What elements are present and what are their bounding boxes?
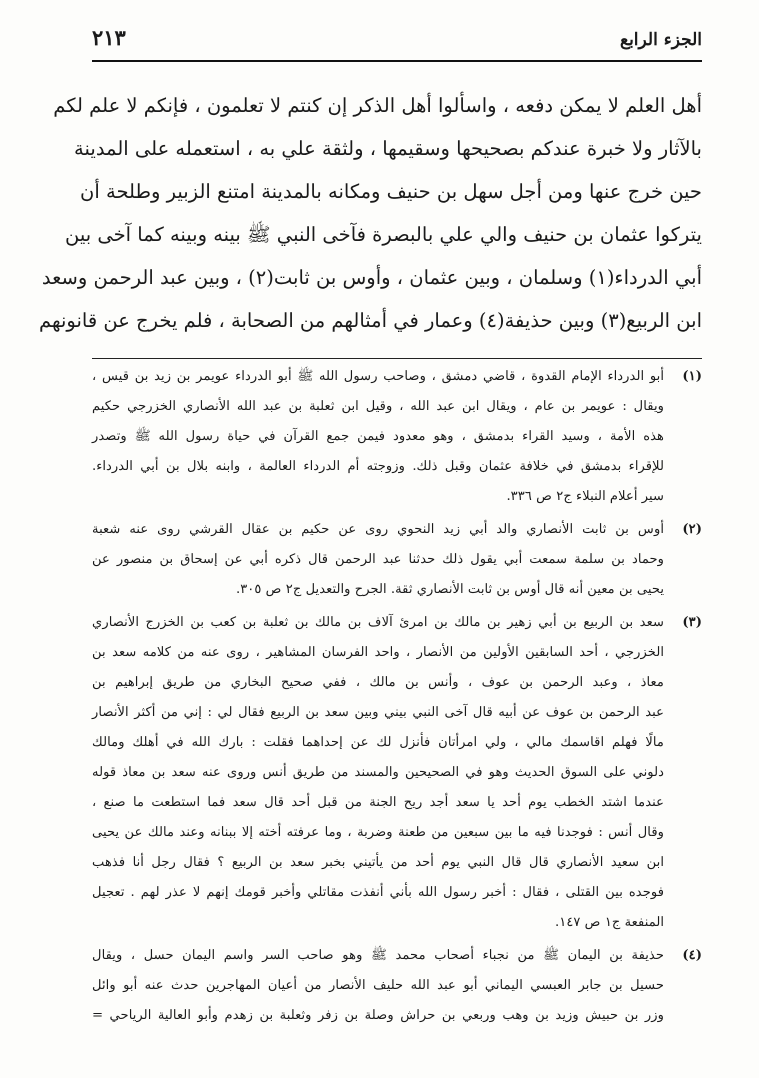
page-header xyxy=(92,22,702,50)
footnote-line: سعد بن الربيع بن أبي زهير بن مالك بن امرئ آلاف بن مالك بن ثعلبة بن كعب بن الخزرج الأنصاري xyxy=(92,615,664,630)
footnote-2 xyxy=(92,515,702,605)
footnote-line: عندما اشتد الخطب يوم أحد يا سعد أجد ريح الجنة من قبل أحد قال سعد فما استطعت ما صنع ، xyxy=(92,795,664,810)
main-line: حين خرج عنها ومن أجل سهل بن حنيف ومكانه بالمدينة امتنع الزبير وطلحة أن xyxy=(80,180,702,203)
part-title: الجزء الرابع xyxy=(620,30,702,50)
footnote-line: وزر بن حبيش وزيد بن وهب وربعي بن حراش وصلة بن زفر وثعلبة بن زهدم وأبو العالية الرياحي = xyxy=(92,1008,664,1023)
footnote-line: مالًا فهلم اقاسمك مالي ، ولي امرأتان فأنزل لك عن إحداهما فقلت : بارك الله في أهلك ومالك xyxy=(92,735,664,750)
footnote-line: سير أعلام النبلاء ج٢ ص ٣٣٦. xyxy=(506,489,664,504)
footnote-marker: (٢) xyxy=(682,522,702,537)
footnote-line: وقال أنس : فوجدنا فيه ما بين سبعين من طعنة وضربة ، وما عرفته أخته إلا ببنانه وعند مالك عن يحيى xyxy=(92,825,664,840)
main-line: ابن الربيع(٣) وبين حذيفة(٤) وعمار في أمثالهم من الصحابة ، فلم يخرج عن قانونهم xyxy=(39,309,702,332)
footnote-marker: (٤) xyxy=(682,948,702,963)
footnote-marker: (١) xyxy=(682,369,702,384)
book-page xyxy=(39,22,702,1031)
footnote-line: حسيل بن جابر العبسي اليماني أبو عبد الله حليف الأنصار من أعيان المهاجرين حدث عنه أبو وائل xyxy=(92,978,664,993)
footnote-separator xyxy=(92,358,702,359)
footnote-line: المنفعة ج١ ص ١٤٧. xyxy=(555,915,664,930)
footnote-line: فوجده بين القتلى ، فقال : أخبر رسول الله بأني أنفذت مقاتلي وأخبر قومك إنهم لا عذر لهم . تعجيل xyxy=(92,885,664,900)
footnote-line: يحيى بن معين أنه قال أوس بن ثابت الأنصاري ثقة. الجرح والتعديل ج٢ ص ٣٠٥. xyxy=(235,582,664,597)
main-text xyxy=(39,84,702,342)
footnote-1 xyxy=(92,362,702,512)
footnote-4 xyxy=(92,941,702,1031)
footnote-line: دلوني على السوق الحديث وهو في الصحيحين والمسند من طريق أنس وروى عنه سعد بن معاذ قوله xyxy=(92,765,664,780)
footnote-line: معاذ ، وعبد الرحمن بن عوف ، وأنس بن مالك ، ففي صحيح البخاري من طريق إبراهيم بن xyxy=(92,675,664,690)
page-number: ٢١٣ xyxy=(92,25,126,50)
footnote-marker: (٣) xyxy=(682,615,702,630)
main-line: بالآثار ولا خبرة عندكم بصحيحها وسقيمها ، ولثقة علي به ، استعمله على المدينة xyxy=(74,137,702,160)
footnote-line: هذه الأمة ، وسيد القراء بدمشق ، وهو معدود فيمن جمع القرآن في حياة رسول الله ﷺ وتصدر xyxy=(92,429,664,444)
main-line: أهل العلم لا يمكن دفعه ، واسألوا أهل الذكر إن كنتم لا تعلمون ، فإنكم لا علم لكم xyxy=(53,94,702,117)
footnote-line: ويقال : عويمر بن عام ، ويقال ابن عبد الله ، وقيل ابن ثعلبة بن عبد الله الأنصاري الخزرجي حكيم xyxy=(92,399,664,414)
footnote-3 xyxy=(92,608,702,938)
footnote-line: ابن سعيد الأنصاري قال قال النبي يوم أحد من يأتيني بخبر سعد بن الربيع ؟ فقال رجل أنا فذهب xyxy=(92,855,664,870)
footnotes xyxy=(92,362,702,1031)
footnote-line: أوس بن ثابت الأنصاري والد أبي زيد النحوي روى عن حكيم بن عقال القرشي روى عنه شعبة xyxy=(92,522,664,537)
footnote-line: وحماد بن سلمة سمعت أبي يقول ذلك حدثنا عبد الرحمن قال ذكره أبي عن إسحاق بن منصور عن xyxy=(92,552,664,567)
footnote-line: للإقراء بدمشق في خلافة عثمان وقبل ذلك. وزوجته أم الدرداء العالمة ، وابنه بلال بن أبي الدرداء. xyxy=(92,459,664,474)
footnote-line: حذيفة بن اليمان ﷺ من نجباء أصحاب محمد ﷺ وهو صاحب السر واسم اليمان حسل ، ويقال xyxy=(92,948,664,963)
footnote-line: أبو الدرداء الإمام القدوة ، قاضي دمشق ، وصاحب رسول الله ﷺ أبو الدرداء عويمر بن زيد بن قيس ، xyxy=(92,369,664,384)
main-line: أبي الدرداء(١) وسلمان ، وبين عثمان ، وأوس بن ثابت(٢) ، وبين عبد الرحمن وسعد xyxy=(41,266,702,289)
main-line: يتركوا عثمان بن حنيف والي علي بالبصرة فآخى النبي ﷺ بينه وبينه كما آخى بين xyxy=(64,223,702,246)
header-rule xyxy=(92,60,702,62)
footnote-line: عبد الرحمن بن عوف عن أبيه قال آخى النبي بيني وبين سعد بن الربيع فقال لي : إني من أكثر الأنصار xyxy=(92,705,664,720)
footnote-line: الخزرجي ، أحد السابقين الأولين من الأنصار ، واحد الفرسان المشاهير ، روى عنه من كلامه سعد بن xyxy=(92,645,664,660)
